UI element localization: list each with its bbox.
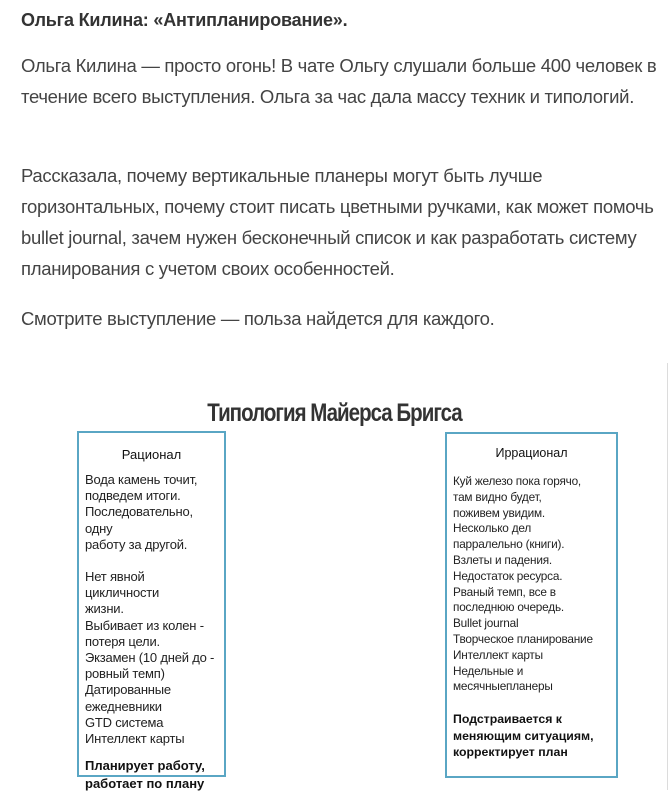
- list-item: жизни.: [85, 601, 124, 617]
- list-item: там видно будет,: [453, 489, 542, 504]
- irrational-conclusion: [453, 711, 610, 761]
- list-item: Недельные и: [453, 663, 524, 678]
- rational-conclusion: [85, 757, 218, 793]
- list-item: Вода камень точит,: [85, 472, 198, 487]
- image-border-line: [667, 363, 668, 790]
- list-item: Выбивает из колен -: [85, 617, 204, 633]
- list-item: Творческое планирование: [453, 631, 593, 646]
- article-paragraph: Ольга Килина — просто огонь! В чате Ольгу слушали больше 400 человек в течение всего выступления. Ольга за час дала массу техник и типологий.: [21, 55, 657, 107]
- list-item: Последовательно, одну: [85, 504, 193, 536]
- list-item: ровный темп): [85, 666, 165, 682]
- list-item: работу за другой.: [85, 536, 188, 552]
- list-item: Bullet journal: [453, 616, 519, 631]
- list-item: Датированные: [85, 682, 171, 698]
- typology-image: [0, 363, 669, 790]
- irrational-box: [445, 432, 618, 778]
- list-item: Недостаток ресурса.: [453, 568, 563, 583]
- conclusion-line: корректирует план: [453, 745, 568, 760]
- spacer: [85, 553, 218, 569]
- list-item: потеря цели.: [85, 633, 160, 649]
- list-item: подведем итоги.: [85, 488, 181, 504]
- list-item: Рваный темп, все в: [453, 584, 556, 599]
- list-item: GTD система: [85, 714, 164, 730]
- list-item: Взлеты и падения.: [453, 552, 552, 567]
- conclusion-line: Планирует работу,: [85, 758, 205, 774]
- list-item: последнюю очередь.: [453, 600, 564, 615]
- rational-title: Рационал: [121, 447, 182, 462]
- list-item: Несколько дел: [453, 521, 532, 536]
- irrational-title: Иррационал: [495, 446, 568, 460]
- conclusion-line: работает по плану: [85, 776, 205, 792]
- article-heading: Ольга Килина: «Антипланирование».: [21, 10, 348, 30]
- article-paragraph: Рассказала, почему вертикальные планеры могут быть лучше горизонтальных, почему стоит писать цветными ручками, как может помочь bullet journal, зачем нужен бесконечный список и как разработать систему планирования с учетом своих особенностей.: [21, 165, 654, 279]
- conclusion-line: Подстраивается к: [453, 712, 562, 727]
- irrational-list: [453, 474, 610, 695]
- list-item: поживем увидим.: [453, 505, 545, 520]
- list-item: Интеллект карты: [453, 647, 543, 662]
- list-item: ежедневники: [85, 698, 162, 714]
- rational-list: [85, 472, 218, 747]
- list-item: месячныепланеры: [453, 679, 553, 694]
- list-item: Интеллект карты: [85, 731, 185, 747]
- list-item: Нет явной цикличности: [85, 569, 160, 601]
- conclusion-line: меняющим ситуациям,: [453, 728, 594, 743]
- list-item: Куй железо пока горячо,: [453, 474, 582, 488]
- list-item: Экзамен (10 дней до -: [85, 650, 215, 666]
- figure-title: Типология Майерса Бригса: [207, 399, 462, 427]
- list-item: парралельно (книги).: [453, 537, 565, 552]
- article-paragraph: Смотрите выступление — польза найдется для каждого.: [21, 308, 495, 329]
- rational-box: [77, 431, 226, 792]
